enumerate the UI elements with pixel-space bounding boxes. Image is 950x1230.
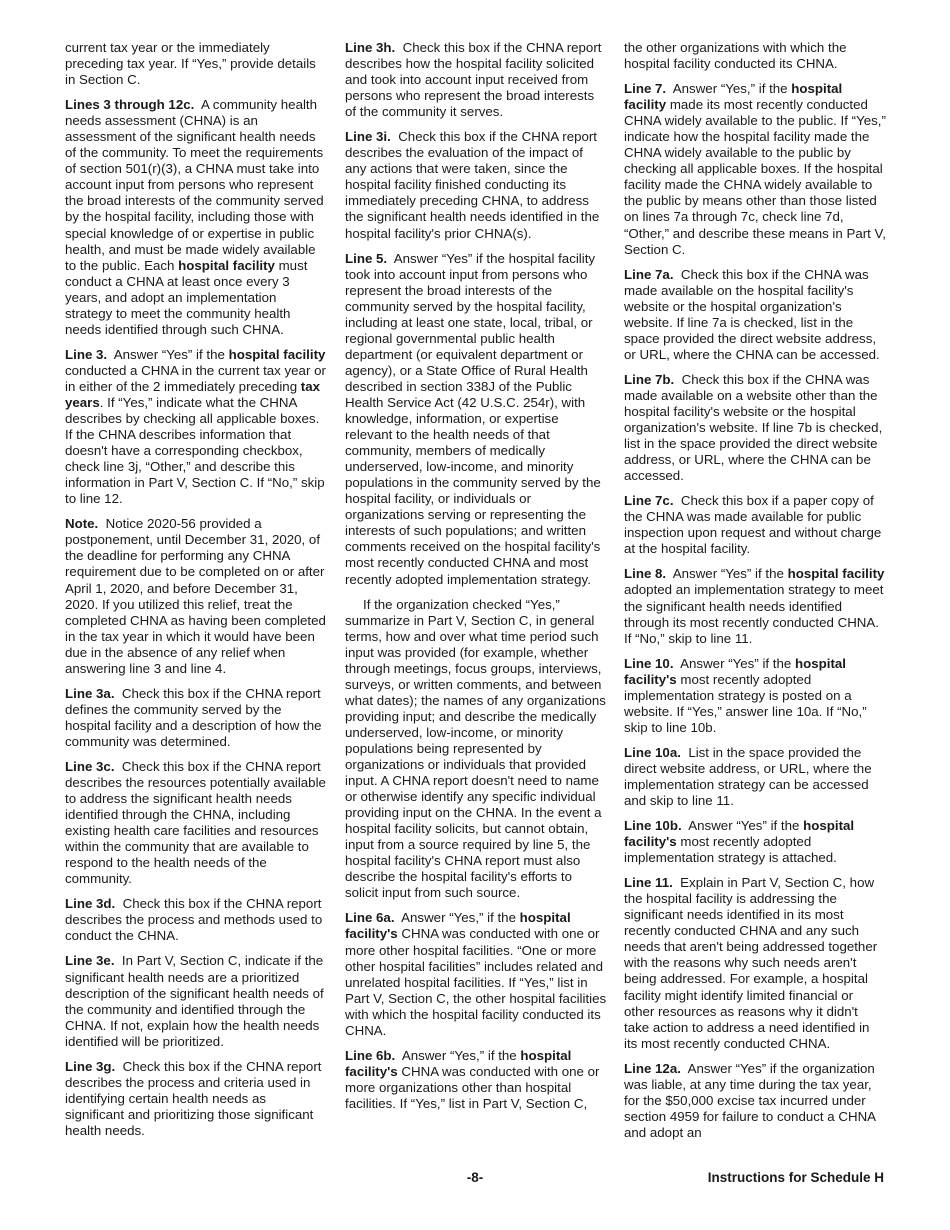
paragraph-text: Check this box if the CHNA report describes the resources potentially available to address the significant health needs identified through the CHNA, including existing health care facilities and resources within the community that are available to respond to the health needs of the community. <box>65 758 326 887</box>
paragraph-text: CHNA was conducted with one or more other hospital facilities. “One or more other hospital facilities” includes related and unrelated hospital facilities. If “Yes,” list in Part V, Section C, the other hospital facilities with which the hospital facility conducted its CHNA. <box>345 926 607 1038</box>
paragraph <box>624 81 886 258</box>
paragraph-text: Answer “Yes” if the <box>672 566 784 582</box>
paragraph <box>345 597 607 902</box>
paragraph <box>624 566 886 646</box>
paragraph-text: List in the space provided the direct website address, or URL, where the implementation strategy can be accessed and skip to line 11. <box>624 744 872 809</box>
bold-term: hospital facility <box>787 566 885 582</box>
paragraph-heading: Line 7a. <box>624 266 674 282</box>
paragraph-text: Answer “Yes” if the hospital facility took into account input from persons who represent the broad interests of the community served by the hospital facility, including at least one state, local, tribal, or regional governmental public health department (or equivalent department or agency), or a State Office of Rural Health described in section 338J of the Public Health Service Act (42 U.S.C. 254r), with knowledge, information, or expertise relevant to the health needs of that community, members of medically underserved, low-income, and minority populations in the community served by the hospital facility, or individuals or organizations serving or representing the interests of such populations; and written comments received on the hospital facility's most recently conducted CHNA and most recently adopted implementation strategy. <box>345 250 601 587</box>
paragraph-heading: Line 3e. <box>65 953 115 969</box>
paragraph-text: Check this box if the CHNA report describes the process and criteria used in identifying certain health needs as significant and prioritizing those significant health needs. <box>65 1058 322 1138</box>
paragraph-text: Answer “Yes” if the <box>680 655 792 671</box>
paragraph-heading: Line 7c. <box>624 493 674 509</box>
paragraph <box>624 875 886 1052</box>
paragraph <box>624 493 886 557</box>
paragraph <box>624 372 886 484</box>
paragraph-heading: Line 3d. <box>65 896 116 912</box>
paragraph <box>624 1061 886 1141</box>
paragraph <box>65 896 327 944</box>
paragraph <box>345 251 607 588</box>
paragraph-heading: Line 7b. <box>624 371 675 387</box>
bold-term: hospital facility's <box>345 910 571 942</box>
paragraph <box>65 686 327 750</box>
paragraph <box>65 97 327 338</box>
paragraph <box>624 818 886 866</box>
paragraph-text: the other organizations with which the hospital facility conducted its CHNA. <box>624 40 847 72</box>
paragraph-text: current tax year or the immediately preceding tax year. If “Yes,” provide details in Section C. <box>65 40 316 88</box>
column-3 <box>624 40 886 1150</box>
paragraph-heading: Note. <box>65 516 99 532</box>
paragraph <box>65 953 327 1049</box>
paragraph <box>65 1059 327 1139</box>
paragraph <box>624 656 886 736</box>
paragraph-heading: Line 5. <box>345 250 388 266</box>
column-2 <box>345 40 607 1121</box>
paragraph <box>65 40 327 88</box>
paragraph-text: . If “Yes,” indicate what the CHNA describes by checking all applicable boxes. If the CHNA describes information that doesn't have a corresponding checkbox, check line 3j, “Other,” and describe this information in Part V, Section C. If “No,” skip to line 12. <box>65 394 325 507</box>
paragraph-text: Answer “Yes” if the <box>688 818 800 834</box>
paragraph-text: Check this box if the CHNA report describes the process and methods used to conduct the CHNA. <box>65 896 323 944</box>
paragraph-heading: Line 6a. <box>345 910 395 926</box>
paragraph-heading: Line 10b. <box>624 818 682 834</box>
paragraph-text: Check this box if the CHNA was made available on a website other than the hospital facility's website or the hospital organization's website. If line 7b is checked, list in the space provided the direct website address, or URL, where the CHNA can be accessed. <box>624 371 883 484</box>
paragraph-text: Answer “Yes,” if the <box>672 81 788 97</box>
paragraph-heading: Line 12a. <box>624 1060 681 1076</box>
bold-term: hospital facility <box>228 346 326 362</box>
paragraph-text: CHNA was conducted with one or more organizations other than hospital facilities. If “Yes,” list in Part V, Section C, <box>345 1063 600 1111</box>
paragraph-heading: Line 7. <box>624 81 667 97</box>
paragraph-text: Answer “Yes” if the <box>113 346 225 362</box>
paragraph-text: must conduct a CHNA at least once every 3 years, and adopt an implementation strategy to meet the community health needs identified through such CHNA. <box>65 257 308 337</box>
bold-term: hospital facility's <box>624 818 855 850</box>
paragraph-text: Answer “Yes,” if the <box>401 1047 517 1063</box>
paragraph-heading: Line 3i. <box>345 129 391 145</box>
paragraph-text: Explain in Part V, Section C, how the hospital facility is addressing the significant needs identified in its most recently conducted CHNA and any such needs that aren't being addressed together with the reasons why such needs aren't being addressed. For example, a hospital facility might identify limited financial or other resources as reasons why it didn't take action to address a need identified in its most recently conducted CHNA. <box>624 875 878 1051</box>
paragraph <box>65 347 327 507</box>
paragraph-text: adopted an implementation strategy to meet the significant health needs identified through its most recently conducted CHNA. If “No,” skip to line 11. <box>624 582 884 646</box>
paragraph-text: made its most recently conducted CHNA widely available to the public. If “Yes,” indicate how the hospital facility made the CHNA widely available to the public by checking all applicable boxes. If the hospital facility made the CHNA widely available to the public by means other than those listed on lines 7a through 7c, check line 7d, “Other,” and describe these means in Part V, Section C. <box>624 97 886 257</box>
paragraph <box>65 516 327 676</box>
paragraph-heading: Line 3c. <box>65 758 115 774</box>
paragraph-text: Answer “Yes,” if the <box>401 910 516 926</box>
paragraph <box>624 267 886 363</box>
paragraph <box>624 40 886 72</box>
paragraph <box>65 759 327 887</box>
column-1 <box>65 40 327 1148</box>
paragraph-text: Answer “Yes” if the organization was liable, at any time during the tax year, for the $50,000 excise tax incurred under section 4959 for failure to conduct a CHNA and adopt an <box>624 1060 876 1140</box>
bold-term: tax years <box>65 378 321 410</box>
bold-term: hospital facility <box>178 257 275 273</box>
paragraph <box>345 129 607 241</box>
paragraph-text: Check this box if the CHNA report describes how the hospital facility solicited and took into account input received from persons who represent the broad interests of the community it serves. <box>345 40 602 120</box>
page-number: -8- <box>466 1170 484 1185</box>
paragraph-text: most recently adopted implementation strategy is attached. <box>624 834 837 866</box>
paragraph-heading: Line 3. <box>65 346 108 362</box>
paragraph-text: Check this box if a paper copy of the CHNA was made available for public inspection upon request and without charge at the hospital facility. <box>624 493 882 557</box>
paragraph-text: A community health needs assessment (CHNA) is an assessment of the significant health needs of the community. To meet the requirements of section 501(r)(3), a CHNA must take into account input from persons who represent the broad interests of the community served by the hospital facility, including those with special knowledge of or expertise in public health, and must be made widely available to the public. Each <box>65 97 324 273</box>
paragraph-heading: Line 3a. <box>65 685 115 701</box>
paragraph-heading: Line 11. <box>624 875 673 891</box>
bold-term: hospital facility's <box>624 655 846 687</box>
bold-term: hospital facility's <box>345 1047 572 1079</box>
paragraph-heading: Line 10a. <box>624 744 681 760</box>
paragraph <box>345 910 607 1038</box>
paragraph-text: most recently adopted implementation strategy is posted on a website. If “Yes,” answer line 10a. If “No,” skip to line 10b. <box>624 671 867 735</box>
paragraph-heading: Line 6b. <box>345 1047 396 1063</box>
paragraph-heading: Lines 3 through 12c. <box>65 97 195 113</box>
paragraph <box>345 1048 607 1112</box>
paragraph-text: Check this box if the CHNA report defines the community served by the hospital facility and a description of how the community was determined. <box>65 685 322 749</box>
paragraph-text: If the organization checked “Yes,” summarize in Part V, Section C, in general terms, how and over what time period such input was provided (for example, whether through meetings, focus groups, interviews, surveys, or written comments, and between what dates); the names of any organizations providing input; and describe the medically underserved, low-income, or minority populations being represented by organizations or individuals that provided input. A CHNA report doesn't need to name or otherwise identify any specific individual providing input on the CHNA. In the event a hospital facility solicits, but cannot obtain, input from a source required by line 5, the hospital facility's CHNA report must also describe the hospital facility's efforts to solicit input from such source. <box>345 596 606 901</box>
paragraph-text: Notice 2020-56 provided a postponement, until December 31, 2020, of the deadline for performing any CHNA requirement due to be completed on or after April 1, 2020, and before December 31, 2020. If you utilized this relief, treat the completed CHNA as having been completed in the tax year in which it would have been due in the absence of any relief when answering line 3 and line 4. <box>65 516 326 676</box>
paragraph-heading: Line 8. <box>624 566 667 582</box>
bold-term: hospital facility <box>624 81 843 113</box>
paragraph-heading: Line 3g. <box>65 1058 116 1074</box>
paragraph-text: Check this box if the CHNA report describes the evaluation of the impact of any actions that were taken, since the hospital facility finished conducting its immediately preceding CHNA, to address the significant health needs identified in the hospital facility's prior CHNA(s). <box>345 129 600 241</box>
paragraph-heading: Line 3h. <box>345 40 396 55</box>
paragraph <box>345 40 607 120</box>
paragraph <box>624 745 886 809</box>
paragraph-text: conducted a CHNA in the current tax year or in either of the 2 immediately preceding <box>65 362 326 394</box>
paragraph-text: In Part V, Section C, indicate if the significant health needs are a prioritized description of the significant health needs of the community and identified through the CHNA. If not, explain how the health needs identified will be prioritized. <box>65 953 324 1049</box>
paragraph-heading: Line 10. <box>624 655 674 671</box>
document-title: Instructions for Schedule H <box>707 1170 884 1185</box>
paragraph-text: Check this box if the CHNA was made available on the hospital facility's website or the hospital organization's website. If line 7a is checked, list in the space provided the direct website address, or URL, where the CHNA can be accessed. <box>624 266 880 362</box>
